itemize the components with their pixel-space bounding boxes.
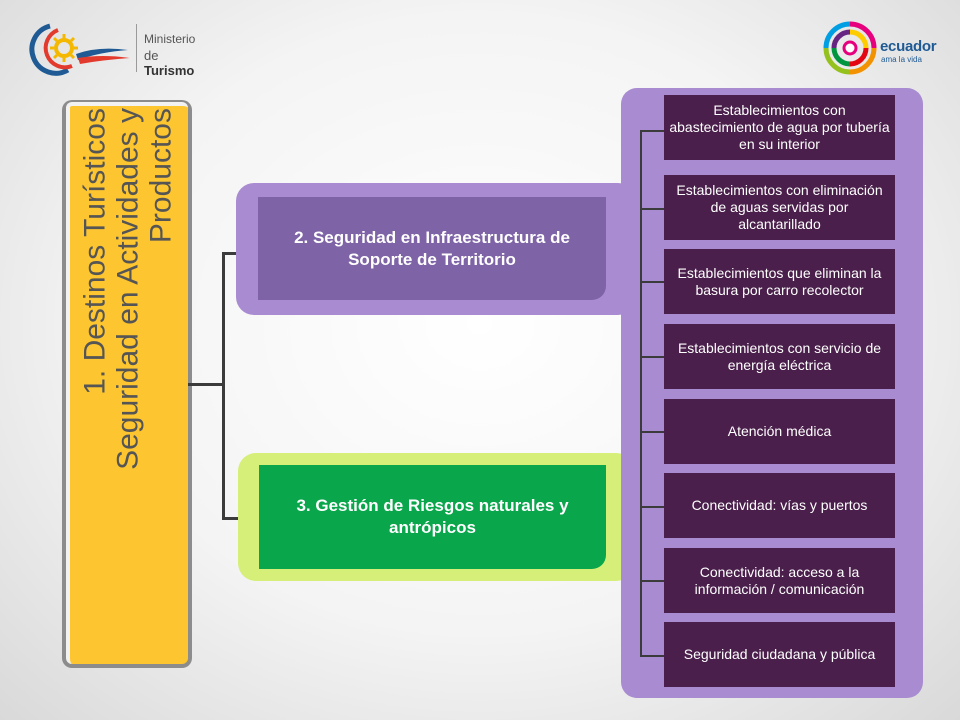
item-sewage: Establecimientos con eliminación de aguas servidas por alcantarillado (664, 175, 895, 240)
banner-line-3: Productos (144, 108, 178, 244)
box3-label: 3. Gestión de Riesgos naturales y antrópicos (296, 496, 569, 537)
main-topic-text (72, 108, 184, 658)
banner-line-2: Seguridad en Actividades y (111, 108, 145, 470)
connector-item-3 (640, 281, 664, 283)
box2-label: 2. Seguridad en Infraestructura de Soporte de Territorio (294, 227, 570, 269)
ecuador-swirl-icon (822, 20, 878, 76)
ministry-line2: de Turismo (144, 48, 195, 78)
ministerio-turismo-logo (28, 18, 198, 78)
connector-trunk (222, 252, 225, 519)
ministry-line1: Ministerio (144, 32, 196, 46)
connector-item-2 (640, 208, 664, 210)
item-roads-ports: Conectividad: vías y puertos (664, 473, 895, 538)
connector-item-6 (640, 506, 664, 508)
banner-line-1: 1. Destinos Turísticos (78, 108, 112, 395)
ecuador-tagline: ama la vida (881, 55, 922, 64)
item-medical-care: Atención médica (664, 399, 895, 464)
item-public-safety: Seguridad ciudadana y pública (664, 622, 895, 687)
connector-item-5 (640, 431, 664, 433)
item-information-access: Conectividad: acceso a la información / comunicación (664, 548, 895, 613)
ecuador-name: ecuador (880, 38, 937, 55)
item-electricity: Establecimientos con servicio de energía eléctrica (664, 324, 895, 389)
connector-item-8 (640, 655, 664, 657)
connector-main (188, 383, 224, 386)
ministerio-emblem-icon (28, 18, 133, 78)
infrastructure-security-box (258, 197, 606, 300)
ecuador-ama-la-vida-logo (822, 20, 947, 76)
connector-item-1 (640, 130, 664, 132)
risk-management-box (259, 465, 606, 569)
item-garbage: Establecimientos que eliminan la basura por carro recolector (664, 249, 895, 314)
connector-item-7 (640, 580, 664, 582)
connector-item-4 (640, 356, 664, 358)
item-water-supply: Establecimientos con abastecimiento de agua por tubería en su interior (664, 95, 895, 160)
